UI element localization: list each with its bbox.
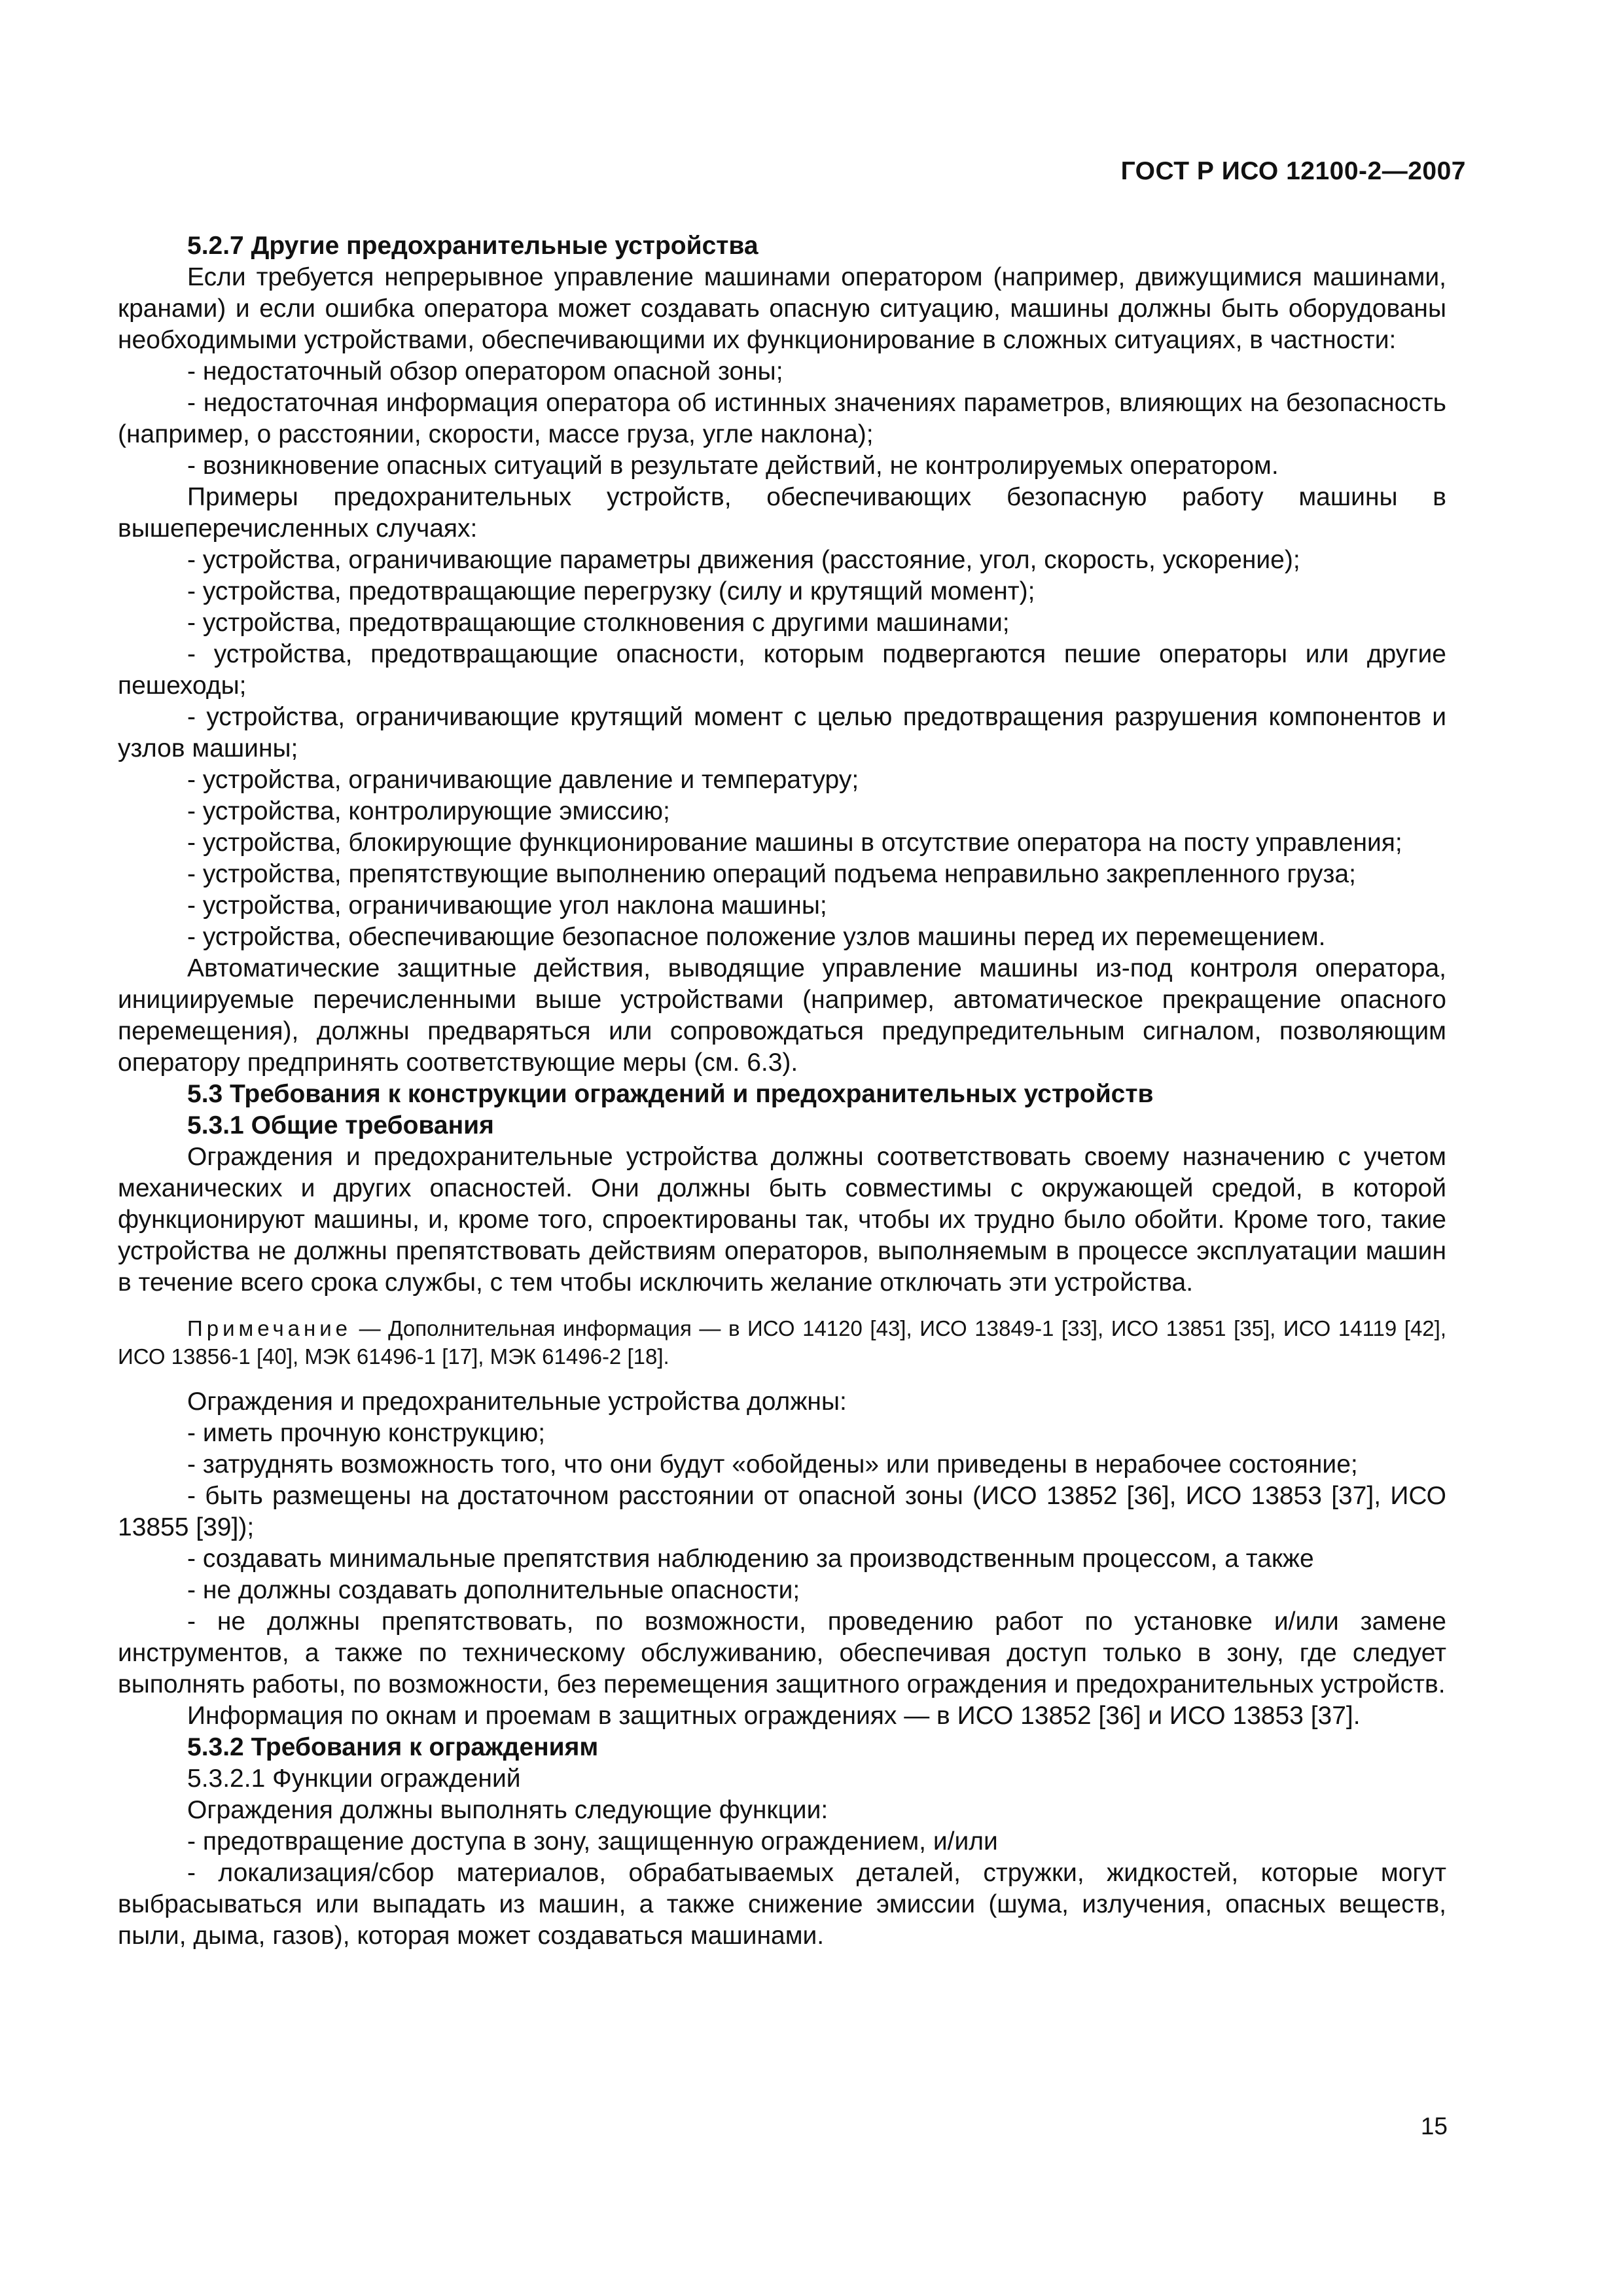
- paragraph: Ограждения и предохранительные устройства должны:: [187, 1388, 847, 1416]
- note-text: — Дополнительная информация — в ИСО 14120 [43], ИСО 13849-1 [33], ИСО 13851 [35], ИСО 14119 [42], ИСО 13856-1 [40], МЭК 61496-1 [17], МЭК 61496-2 [18].: [118, 1316, 1446, 1369]
- subsection-heading-5-3-2-1: 5.3.2.1 Функции ограждений: [187, 1765, 521, 1793]
- paragraph: Примеры предохранительных устройств, обеспечивающих безопасную работу машины в вышеперечисленных случаях:: [118, 483, 1446, 543]
- list-item: - предотвращение доступа в зону, защищенную ограждением, и/или: [187, 1827, 998, 1856]
- list-item: - быть размещены на достаточном расстоянии от опасной зоны (ИСО 13852 [36], ИСО 13853 [37], ИСО 13855 [39]);: [118, 1482, 1446, 1541]
- paragraph: Ограждения должны выполнять следующие функции:: [187, 1796, 829, 1824]
- list-item: - возникновение опасных ситуаций в результате действий, не контролируемых оператором.: [187, 452, 1279, 480]
- note-label: Примечание: [187, 1316, 352, 1340]
- paragraph: Автоматические защитные действия, выводящие управление машины из-под контроля оператора, инициируемые перечисленными выше устройствами (например, автоматическое прекращение опасного перемещения), должны предваряться или сопровождаться предупредительным сигналом, позволяющим оператору предпринять соответствующие меры (см. 6.3).: [118, 954, 1446, 1077]
- list-item: - не должны создавать дополнительные опасности;: [187, 1576, 800, 1604]
- list-item: - устройства, ограничивающие крутящий момент с целью предотвращения разрушения компонентов и узлов машины;: [118, 703, 1446, 762]
- page-content: [118, 230, 1446, 1952]
- paragraph: Ограждения и предохранительные устройства должны соответствовать своему назначению с учетом механических и других опасностей. Они должны быть совместимы с окружающей средой, в которой функционируют машины, и, кроме того, спроектированы так, чтобы их трудно было обойти. Кроме того, такие устройства не должны препятствовать действиям операторов, выполняемым в процессе эксплуатации машин в течение всего срока службы, с тем чтобы исключить желание отключать эти устройства.: [118, 1143, 1446, 1297]
- list-item: - устройства, предотвращающие опасности, которым подвергаются пешие операторы или другие пешеходы;: [118, 640, 1446, 700]
- list-item: - недостаточный обзор оператором опасной зоны;: [187, 357, 783, 386]
- section-heading-5-2-7: 5.2.7 Другие предохранительные устройства: [187, 232, 758, 260]
- list-item: - устройства, предотвращающие перегрузку (силу и крутящий момент);: [187, 577, 1035, 605]
- list-item: - устройства, блокирующие функционирование машины в отсутствие оператора на посту управления;: [187, 829, 1402, 857]
- list-item: - устройства, обеспечивающие безопасное положение узлов машины перед их перемещением.: [187, 923, 1326, 951]
- paragraph: Информация по окнам и проемам в защитных ограждениях — в ИСО 13852 [36] и ИСО 13853 [37].: [187, 1702, 1361, 1730]
- list-item: - устройства, контролирующие эмиссию;: [187, 797, 670, 825]
- note: [118, 1314, 1446, 1371]
- list-item: - устройства, предотвращающие столкновения с другими машинами;: [187, 609, 1010, 637]
- list-item: - недостаточная информация оператора об истинных значениях параметров, влияющих на безопасность (например, о расстоянии, скорости, массе груза, угле наклона);: [118, 389, 1446, 448]
- page-number: 15: [1420, 2113, 1448, 2140]
- paragraph: Если требуется непрерывное управление машинами оператором (например, движущимися машинами, кранами) и если ошибка оператора может создавать опасную ситуацию, машины должны быть оборудованы необходимыми устройствами, обеспечивающими их функционирование в сложных ситуациях, в частности:: [118, 263, 1446, 354]
- list-item: - устройства, ограничивающие параметры движения (расстояние, угол, скорость, ускорение);: [187, 546, 1300, 574]
- list-item: - устройства, препятствующие выполнению операций подъема неправильно закрепленного груза;: [187, 860, 1356, 888]
- list-item: - устройства, ограничивающие давление и температуру;: [187, 766, 859, 794]
- list-item: - затруднять возможность того, что они будут «обойдены» или приведены в нерабочее состояние;: [187, 1450, 1358, 1479]
- list-item: - локализация/сбор материалов, обрабатываемых деталей, стружки, жидкостей, которые могут выбрасываться или выпадать из машин, а также снижение эмиссии (шума, излучения, опасных веществ, пыли, дыма, газов), которая может создаваться машинами.: [118, 1859, 1446, 1950]
- list-item: - не должны препятствовать, по возможности, проведению работ по установке и/или замене инструментов, а также по техническому обслуживанию, обеспечивая доступ только в зону, где следует выполнять работы, по возможности, без перемещения защитного ограждения и предохранительных устройств.: [118, 1607, 1446, 1698]
- list-item: - иметь прочную конструкцию;: [187, 1419, 546, 1447]
- list-item: - устройства, ограничивающие угол наклона машины;: [187, 891, 827, 920]
- section-heading-5-3: 5.3 Требования к конструкции ограждений и предохранительных устройств: [187, 1080, 1154, 1108]
- list-item: - создавать минимальные препятствия наблюдению за производственным процессом, а также: [187, 1545, 1314, 1573]
- document-id-header: ГОСТ Р ИСО 12100-2—2007: [1120, 157, 1466, 185]
- section-heading-5-3-1: 5.3.1 Общие требования: [187, 1111, 494, 1139]
- section-heading-5-3-2: 5.3.2 Требования к ограждениям: [187, 1733, 599, 1761]
